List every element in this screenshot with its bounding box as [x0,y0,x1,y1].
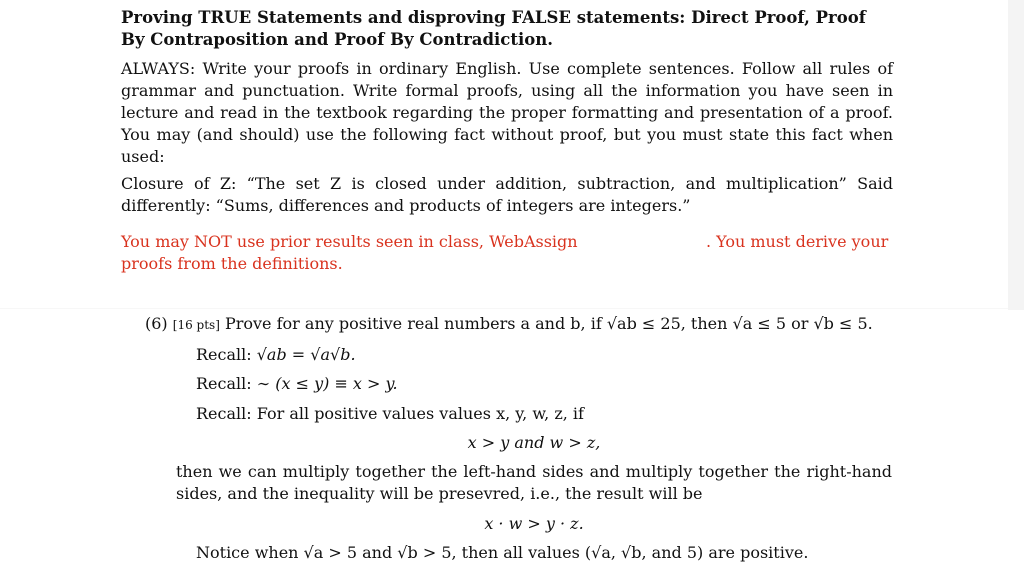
recall-3-label: Recall: [196,404,252,423]
recall-3-text: For all positive values values x, y, w, z, if [256,404,584,423]
result-equation: x · w > y · z. [484,514,584,533]
scrollbar-track[interactable] [1008,0,1024,310]
warning-text-2: . You must derive your [706,232,889,251]
warning-text-1: You may NOT use prior results seen in class, WebAssign [121,232,578,251]
condition-equation: x > y and w > z, [467,433,601,452]
recall-1-expr: √ab = √a√b. [256,345,356,364]
recall-1-label: Recall: [196,345,252,364]
warning-paragraph [121,231,893,275]
always-paragraph: ALWAYS: Write your proofs in ordinary English. Use complete sentences. Follow all rules of grammar and punctuation. Write formal proofs, using all the information you have seen in lecture and read in the textbook regarding the proper formatting and presentation of a proof. You may (and should) use the following fact without proof, but you must state this fact when used: [121,59,893,166]
recall-2 [196,373,896,395]
then-paragraph: then we can multiply together the left-hand sides and multiply together the right-hand sides, and the inequality will be presevred, i.e., the result will be [176,462,892,503]
notice-line: Notice when √a > 5 and √b > 5, then all values (√a, √b, and 5) are positive. [196,543,809,562]
document-title [121,7,896,51]
problem-number: (6) [145,314,168,333]
recall-3 [196,403,896,425]
problem-statement [145,313,905,336]
title-line-2: By Contraposition and Proof By Contradiction. [121,30,553,49]
recall-1 [196,344,896,366]
section-divider [0,308,1008,309]
problem-points: [16 pts] [172,318,220,332]
closure-paragraph: Closure of Z: “The set Z is closed under addition, subtraction, and multiplication” Said differently: “Sums, differences and products of integers are integers.” [121,174,893,215]
problem-statement-text: Prove for any positive real numbers a and b, if √ab ≤ 25, then √a ≤ 5 or √b ≤ 5. [224,314,873,333]
title-line-1: Proving TRUE Statements and disproving FALSE statements: Direct Proof, Proof [121,8,866,27]
recall-2-label: Recall: [196,374,252,393]
recall-2-expr: ∼ (x ≤ y) ≡ x > y. [256,374,398,393]
warning-text-3: proofs from the definitions. [121,254,343,273]
